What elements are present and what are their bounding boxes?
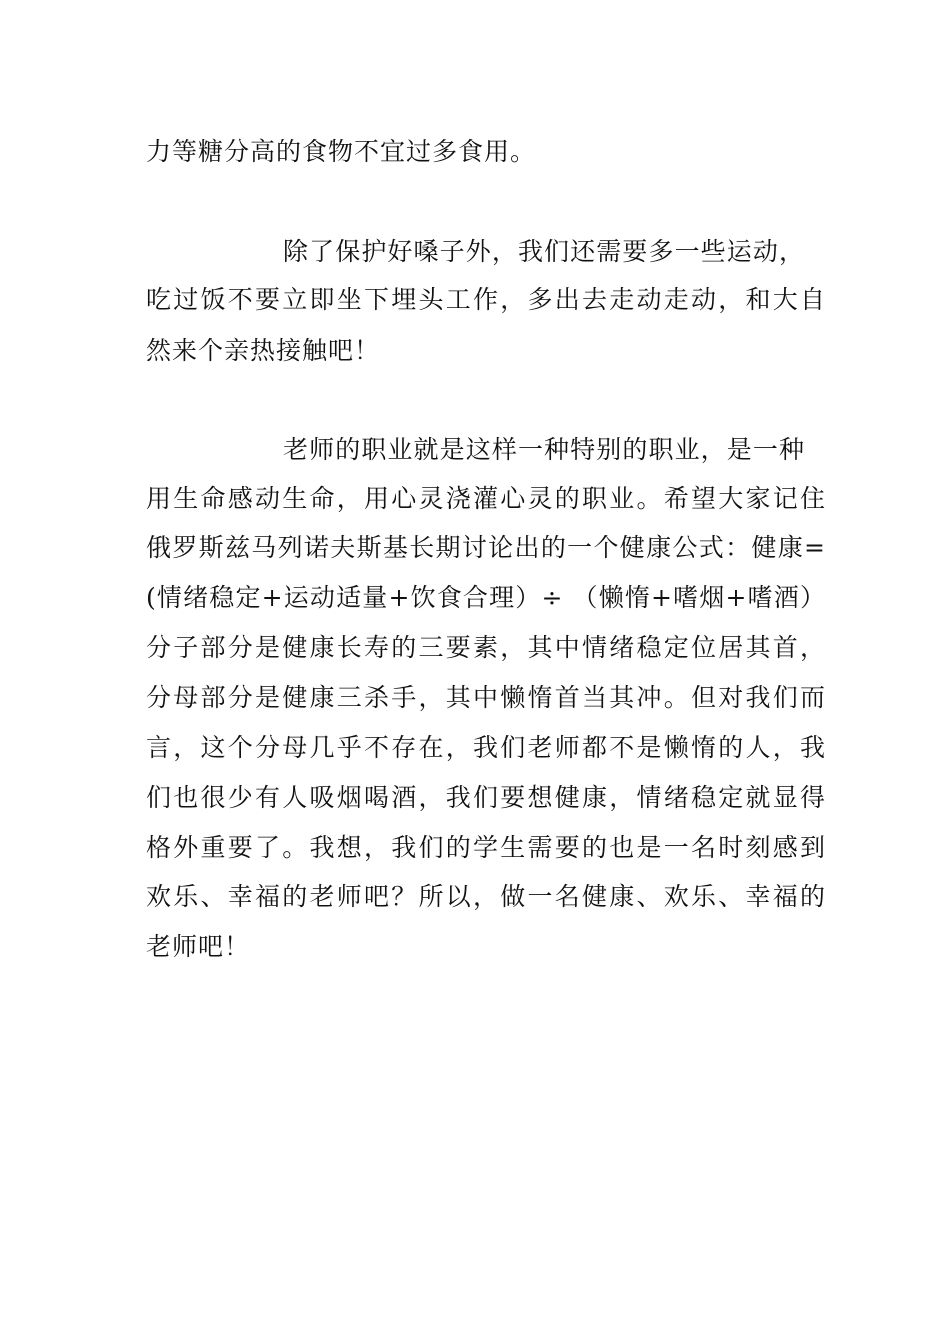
- paragraph-3-line-8: 们也很少有人吸烟喝酒，我们要想健康，情绪稳定就显得: [146, 783, 826, 812]
- paragraph-2-line-2: 吃过饭不要立即坐下埋头工作，多出去走动走动，和大自: [146, 285, 826, 314]
- paragraph-3-line-4: (情绪稳定+运动适量+饮食合理）÷ （懒惰+嗜烟+嗜酒）: [146, 583, 826, 612]
- paragraph-3-line-5: 分子部分是健康长寿的三要素，其中情绪稳定位居其首，: [146, 633, 826, 662]
- paragraph-3-line-11: 老师吧！: [146, 932, 251, 961]
- paragraph-2-line-3: 然来个亲热接触吧！: [146, 336, 381, 365]
- paragraph-3-line-10: 欢乐、幸福的老师吧？所以，做一名健康、欢乐、幸福的: [146, 882, 826, 911]
- paragraph-3-line-9: 格外重要了。我想，我们的学生需要的也是一名时刻感到: [146, 833, 826, 862]
- paragraph-3-line-2: 用生命感动生命，用心灵浇灌心灵的职业。希望大家记住: [146, 484, 826, 513]
- paragraph-3-line-3: 俄罗斯兹马列诺夫斯基长期讨论出的一个健康公式：健康=: [146, 533, 826, 562]
- paragraph-3-line-6: 分母部分是健康三杀手，其中懒惰首当其冲。但对我们而: [146, 683, 826, 712]
- paragraph-2-line-1: 除了保护好嗓子外，我们还需要多一些运动，: [283, 237, 805, 266]
- paragraph-3-line-1: 老师的职业就是这样一种特别的职业，是一种: [283, 435, 805, 464]
- paragraph-1-line-1: 力等糖分高的食物不宜过多食用。: [146, 137, 537, 166]
- paragraph-3-line-7: 言，这个分母几乎不存在，我们老师都不是懒惰的人，我: [146, 733, 826, 762]
